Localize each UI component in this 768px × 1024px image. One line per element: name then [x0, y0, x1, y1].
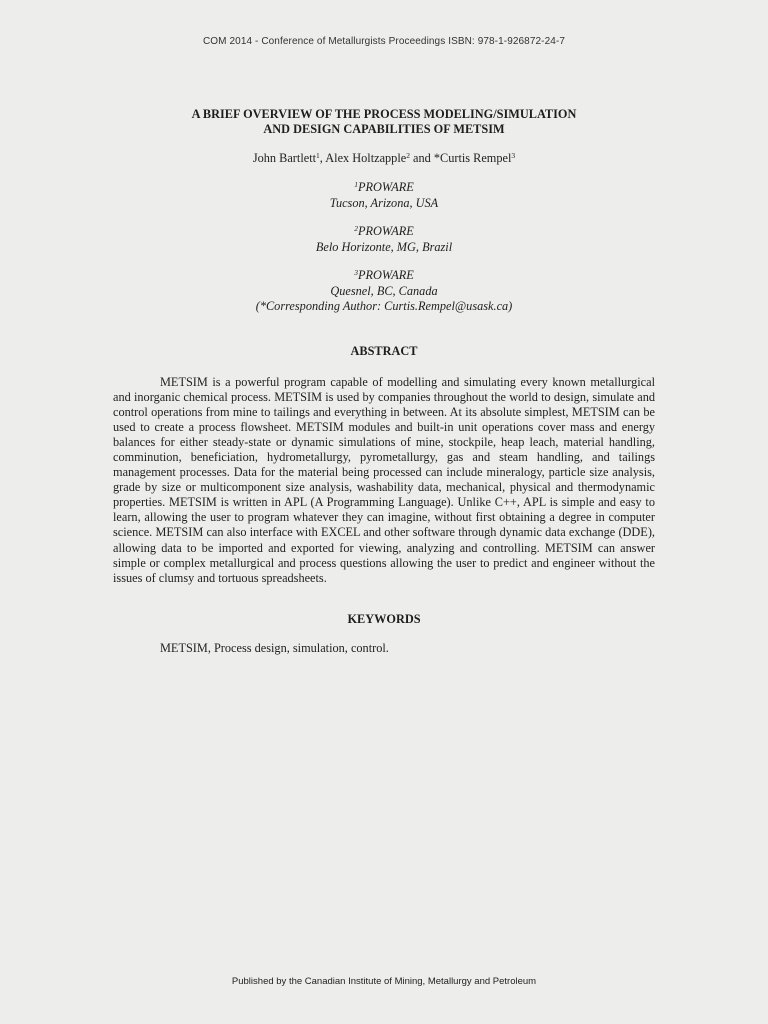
affiliation-org-name: PROWARE	[357, 180, 414, 194]
affiliation-location: Belo Horizonte, MG, Brazil	[315, 239, 453, 254]
author-name: John Bartlett	[252, 151, 317, 165]
affiliation-block	[0, 224, 768, 255]
affiliation-location: Tucson, Arizona, USA	[329, 195, 439, 210]
keywords-text: METSIM, Process design, simulation, control.	[160, 641, 389, 655]
abstract-text: METSIM is a powerful program capable of modelling and simulating every known metallurgical and inorganic chemical process. METSIM is used by companies throughout the world to design, simulate and control operations from mine to tailings and everything in between. At its absolute simplest, METSIM can be used to create a process flowsheet. METSIM modules and built-in unit operations cover mass and energy balances for either steady-state or dynamic simulations of mine, stockpile, heap leach, material handling, comminution, beneficiation, hydrometallurgy, pyrometallurgy, gas and steam handling, and tailings management processes. Data for the material being processed can include mineralogy, particle size analysis, grade by size or multicomponent size analysis, washability data, mechanical, physical and thermodynamic properties. METSIM is written in APL (A Programming Language). Unlike C++, APL is simple and easy to learn, allowing the user to program whatever they can imagine, without first obtaining a degree in computer science. METSIM can also interface with EXCEL and other software through dynamic data exchange (DDE), allowing data to be imported and exported for viewing, analyzing and controlling. METSIM can answer simple or complex metallurgical and process questions allowing the user to predict and engineer without the issues of clumsy and tortuous spreadsheets.	[113, 375, 655, 585]
proceedings-header: COM 2014 - Conference of Metallurgists Proceedings ISBN: 978-1-926872-24-7	[202, 36, 566, 47]
author-separator: and	[409, 151, 434, 165]
author-affiliation-mark: 3	[511, 151, 516, 160]
affiliation-block	[0, 268, 768, 315]
publisher-footer: Published by the Canadian Institute of Mining, Metallurgy and Petroleum	[231, 976, 537, 987]
author-affiliation-mark: 2	[406, 151, 410, 160]
affiliation-org-name: PROWARE	[357, 268, 414, 282]
author-list	[0, 151, 768, 166]
corresponding-author-note: (*Corresponding Author: Curtis.Rempel@usask.ca)	[255, 299, 513, 313]
author-separator: ,	[319, 151, 326, 165]
author-affiliation-mark: 1	[316, 151, 320, 160]
affiliation-mark: 1	[354, 180, 358, 189]
affiliation-org-name: PROWARE	[357, 224, 414, 238]
title-line-1: A BRIEF OVERVIEW OF THE PROCESS MODELING/SIMULATION	[191, 107, 577, 121]
affiliation-block	[0, 180, 768, 211]
affiliation-mark: 3	[354, 268, 358, 277]
author-name: Alex Holtzapple	[325, 151, 407, 165]
affiliation-mark: 2	[354, 224, 358, 233]
affiliation-location: Quesnel, BC, Canada	[330, 283, 438, 298]
abstract-heading: ABSTRACT	[350, 344, 418, 358]
paper-title	[0, 107, 768, 137]
keywords-heading: KEYWORDS	[347, 612, 421, 626]
affiliation-org	[0, 180, 768, 196]
affiliation-org	[0, 268, 768, 284]
affiliation-org	[0, 224, 768, 240]
author-name: *Curtis Rempel	[433, 151, 512, 165]
title-line-2: AND DESIGN CAPABILITIES OF METSIM	[263, 122, 505, 136]
